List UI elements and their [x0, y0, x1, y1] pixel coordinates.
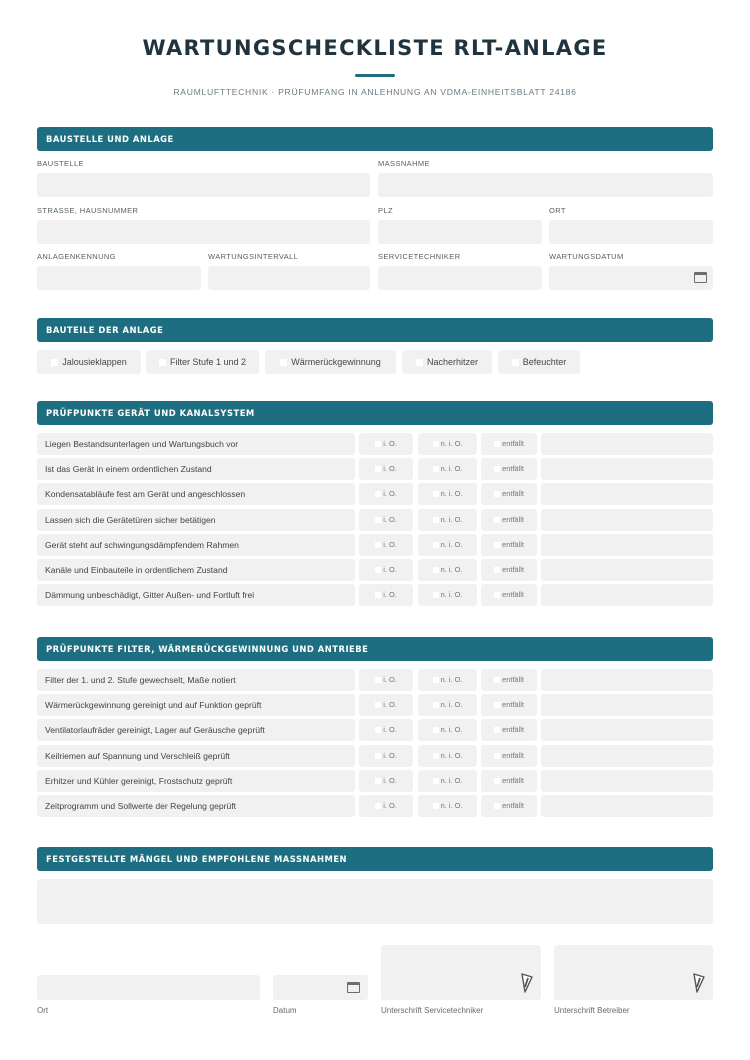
check-item-label: Kanäle und Einbauteile in ordentlichem Zustand [37, 559, 355, 581]
option-not-ok[interactable]: n. i. O. [418, 745, 477, 767]
calendar-icon[interactable] [694, 272, 707, 283]
checkbox-icon [375, 592, 381, 598]
checkbox-icon [494, 441, 500, 447]
checkbox-icon [375, 441, 381, 447]
component-checkbox-nacherhitzer[interactable]: Nacherhitzer [402, 350, 492, 374]
option-not-ok[interactable]: n. i. O. [418, 719, 477, 741]
checkbox-icon [433, 441, 439, 447]
checkbox-icon [433, 542, 439, 548]
ort-field[interactable] [549, 220, 713, 244]
remark-field[interactable] [541, 559, 713, 581]
option-ok[interactable]: i. O. [359, 559, 413, 581]
section-header-components: BAUTEILE DER ANLAGE [37, 318, 713, 342]
option-not-ok[interactable]: n. i. O. [418, 509, 477, 531]
checkbox-icon [494, 466, 500, 472]
remark-field[interactable] [541, 669, 713, 691]
checkbox-icon [433, 466, 439, 472]
baustelle-field[interactable] [37, 173, 370, 197]
checkbox-icon [512, 359, 519, 366]
massnahme-field[interactable] [378, 173, 713, 197]
page-subtitle: RAUMLUFTTECHNIK · PRÜFUMFANG IN ANLEHNUNG AN VDMA-EINHEITSBLATT 24186 [173, 87, 577, 97]
checkbox-icon [433, 702, 439, 708]
section-header-defects: FESTGESTELLTE MÄNGEL UND EMPFOHLENE MASSNAHMEN [37, 847, 713, 871]
checkbox-icon [494, 677, 500, 683]
check-item-label: Wärmerückgewinnung gereinigt und auf Funktion geprüft [37, 694, 355, 716]
option-na[interactable]: entfällt [481, 795, 537, 817]
option-ok[interactable]: i. O. [359, 433, 413, 455]
remark-field[interactable] [541, 719, 713, 741]
option-na[interactable]: entfällt [481, 458, 537, 480]
checkbox-icon [375, 727, 381, 733]
plz-field[interactable] [378, 220, 542, 244]
checkbox-icon [375, 753, 381, 759]
checkbox-icon [494, 567, 500, 573]
option-not-ok[interactable]: n. i. O. [418, 433, 477, 455]
component-checkbox-befeuchter[interactable]: Befeuchter [498, 350, 580, 374]
option-na[interactable]: entfällt [481, 534, 537, 556]
wartungsdatum-field[interactable] [549, 266, 713, 290]
check-item-label: Kondensatabläufe fest am Gerät und angeschlossen [37, 483, 355, 505]
check-item-label: Filter der 1. und 2. Stufe gewechselt, Maße notiert [37, 669, 355, 691]
checkbox-icon [433, 803, 439, 809]
checkbox-icon [433, 567, 439, 573]
remark-field[interactable] [541, 795, 713, 817]
checkbox-icon [375, 803, 381, 809]
option-na[interactable]: entfällt [481, 694, 537, 716]
check-item-label: Zeitprogramm und Sollwerte der Regelung geprüft [37, 795, 355, 817]
plz-label: PLZ [378, 206, 393, 215]
sign-date-label: Datum [273, 1006, 297, 1015]
operator-signature-label: Unterschrift Betreiber [554, 1006, 630, 1015]
checkbox-icon [280, 359, 287, 366]
option-ok[interactable]: i. O. [359, 483, 413, 505]
component-checkbox-waermerueckgewinnung[interactable]: Wärmerückgewinnung [265, 350, 396, 374]
option-not-ok[interactable]: n. i. O. [418, 694, 477, 716]
check-item-label: Liegen Bestandsunterlagen und Wartungsbuch vor [37, 433, 355, 455]
check-item-label: Ventilatorlaufräder gereinigt, Lager auf Geräusche geprüft [37, 719, 355, 741]
option-na[interactable]: entfällt [481, 509, 537, 531]
check-item-label: Erhitzer und Kühler gereinigt, Frostschutz geprüft [37, 770, 355, 792]
option-ok[interactable]: i. O. [359, 770, 413, 792]
title-divider [355, 74, 395, 77]
checkbox-icon [375, 466, 381, 472]
checkbox-icon [494, 778, 500, 784]
option-not-ok[interactable]: n. i. O. [418, 534, 477, 556]
check-item-label: Dämmung unbeschädigt, Gitter Außen- und Fortluft frei [37, 584, 355, 606]
wartungsdatum-label: WARTUNGSDATUM [549, 252, 624, 261]
option-ok[interactable]: i. O. [359, 719, 413, 741]
check-item-label: Lassen sich die Gerätetüren sicher betätigen [37, 509, 355, 531]
option-na[interactable]: entfällt [481, 770, 537, 792]
remark-field[interactable] [541, 745, 713, 767]
signature-pen-icon [520, 972, 534, 994]
option-na[interactable]: entfällt [481, 559, 537, 581]
checkbox-icon [159, 359, 166, 366]
ort-label: ORT [549, 206, 566, 215]
check-item-label: Ist das Gerät in einem ordentlichen Zustand [37, 458, 355, 480]
checkbox-icon [433, 517, 439, 523]
checkbox-icon [433, 778, 439, 784]
sign-date-field[interactable] [273, 975, 368, 1000]
checkbox-icon [375, 517, 381, 523]
option-na[interactable]: entfällt [481, 745, 537, 767]
checkbox-icon [494, 727, 500, 733]
option-not-ok[interactable]: n. i. O. [418, 483, 477, 505]
option-not-ok[interactable]: n. i. O. [418, 559, 477, 581]
remark-field[interactable] [541, 770, 713, 792]
checkbox-icon [375, 567, 381, 573]
option-not-ok[interactable]: n. i. O. [418, 770, 477, 792]
checkbox-icon [494, 702, 500, 708]
checkbox-icon [494, 517, 500, 523]
option-ok[interactable]: i. O. [359, 795, 413, 817]
operator-signature-field[interactable] [554, 945, 713, 1000]
remark-field[interactable] [541, 509, 713, 531]
checkbox-icon [494, 491, 500, 497]
option-ok[interactable]: i. O. [359, 584, 413, 606]
checkbox-icon [494, 753, 500, 759]
option-not-ok[interactable]: n. i. O. [418, 669, 477, 691]
component-checkbox-jalousieklappen[interactable]: Jalousieklappen [37, 350, 141, 374]
option-not-ok[interactable]: n. i. O. [418, 458, 477, 480]
option-ok[interactable]: i. O. [359, 694, 413, 716]
option-ok[interactable]: i. O. [359, 669, 413, 691]
anlagenkennung-field[interactable] [37, 266, 201, 290]
remark-field[interactable] [541, 694, 713, 716]
strasse-label: STRASSE, HAUSNUMMER [37, 206, 139, 215]
remark-field[interactable] [541, 534, 713, 556]
checkbox-icon [433, 491, 439, 497]
baustelle-label: BAUSTELLE [37, 159, 84, 168]
anlagenkennung-label: ANLAGENKENNUNG [37, 252, 116, 261]
checkbox-icon [433, 677, 439, 683]
signature-pen-icon [692, 972, 706, 994]
remark-field[interactable] [541, 483, 713, 505]
sign-place-label: Ort [37, 1006, 49, 1015]
checkbox-icon [494, 592, 500, 598]
section-header-site: BAUSTELLE UND ANLAGE [37, 127, 713, 151]
strasse-field[interactable] [37, 220, 370, 244]
checkbox-icon [494, 542, 500, 548]
section-header-unit-checks: PRÜFPUNKTE GERÄT UND KANALSYSTEM [37, 401, 713, 425]
wartungsintervall-label: WARTUNGSINTERVALL [208, 252, 299, 261]
massnahme-label: MASSNAHME [378, 159, 430, 168]
checkbox-icon [494, 803, 500, 809]
option-na[interactable]: entfällt [481, 584, 537, 606]
remark-field[interactable] [541, 458, 713, 480]
checkbox-icon [375, 542, 381, 548]
option-not-ok[interactable]: n. i. O. [418, 795, 477, 817]
calendar-icon[interactable] [347, 982, 360, 993]
option-ok[interactable]: i. O. [359, 745, 413, 767]
technician-signature-label: Unterschrift Servicetechniker [381, 1006, 484, 1015]
servicetechniker-label: SERVICETECHNIKER [378, 252, 461, 261]
option-na[interactable]: entfällt [481, 669, 537, 691]
check-item-label: Keilriemen auf Spannung und Verschleiß geprüft [37, 745, 355, 767]
wartungsintervall-field[interactable] [208, 266, 370, 290]
checkbox-icon [433, 592, 439, 598]
option-na[interactable]: entfällt [481, 483, 537, 505]
checkbox-icon [51, 359, 58, 366]
remark-field[interactable] [541, 433, 713, 455]
checkbox-icon [375, 677, 381, 683]
option-ok[interactable]: i. O. [359, 509, 413, 531]
section-header-filter-checks: PRÜFPUNKTE FILTER, WÄRMERÜCKGEWINNUNG UND ANTRIEBE [37, 637, 713, 661]
checkbox-icon [416, 359, 423, 366]
checkbox-icon [375, 491, 381, 497]
page-title: WARTUNGSCHECKLISTE RLT-ANLAGE [142, 36, 608, 60]
checkbox-icon [375, 702, 381, 708]
defects-textarea[interactable] [37, 879, 713, 924]
check-item-label: Gerät steht auf schwingungsdämpfendem Rahmen [37, 534, 355, 556]
option-ok[interactable]: i. O. [359, 458, 413, 480]
option-na[interactable]: entfällt [481, 719, 537, 741]
checkbox-icon [375, 778, 381, 784]
remark-field[interactable] [541, 584, 713, 606]
option-ok[interactable]: i. O. [359, 534, 413, 556]
option-na[interactable]: entfällt [481, 433, 537, 455]
option-not-ok[interactable]: n. i. O. [418, 584, 477, 606]
checkbox-icon [433, 753, 439, 759]
checkbox-icon [433, 727, 439, 733]
component-checkbox-filter[interactable]: Filter Stufe 1 und 2 [146, 350, 259, 374]
servicetechniker-field[interactable] [378, 266, 542, 290]
sign-place-field[interactable] [37, 975, 260, 1000]
technician-signature-field[interactable] [381, 945, 541, 1000]
